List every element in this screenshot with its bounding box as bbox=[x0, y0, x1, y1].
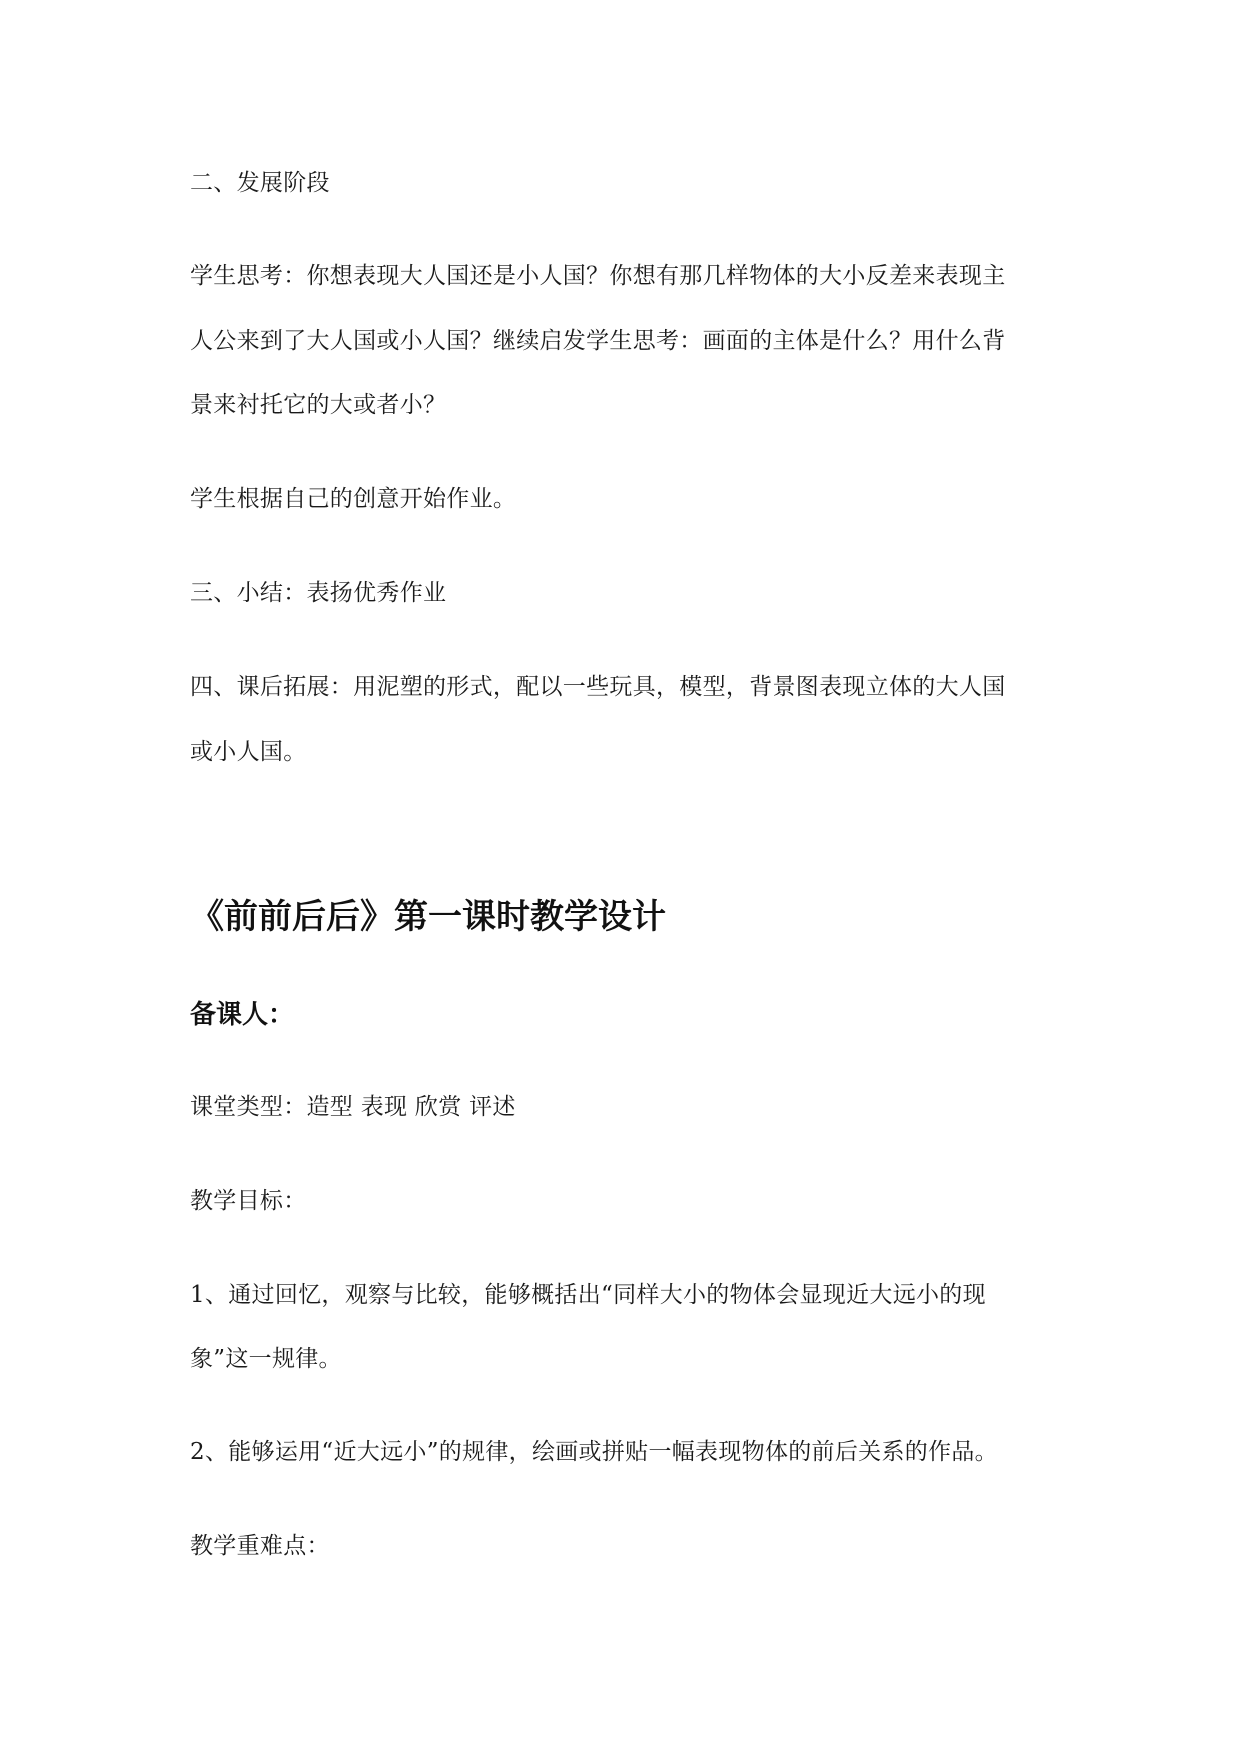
objectives-label: 教学目标： bbox=[190, 1188, 307, 1214]
paragraph-line: 四、课后拓展：用泥塑的形式，配以一些玩具，模型，背景图表现立体的大人国 bbox=[190, 674, 1006, 700]
key-points-label: 教学重难点： bbox=[190, 1533, 330, 1559]
class-type: 课堂类型：造型 表现 欣赏 评述 bbox=[190, 1094, 516, 1120]
lesson-title: 《前前后后》第一课时教学设计 bbox=[190, 897, 666, 937]
objective-2: 2、能够运用“近大远小”的规律，绘画或拼贴一幅表现物体的前后关系的作品。 bbox=[190, 1439, 998, 1465]
section-heading-summary: 三、小结：表扬优秀作业 bbox=[190, 580, 447, 606]
paragraph-line: 学生思考：你想表现大人国还是小人国？你想有那几样物体的大小反差来表现主 bbox=[190, 263, 1006, 289]
paragraph-line: 人公来到了大人国或小人国？继续启发学生思考：画面的主体是什么？用什么背 bbox=[190, 328, 1006, 354]
objective-1-line: 象”这一规律。 bbox=[190, 1346, 342, 1372]
preparer-label: 备课人： bbox=[190, 1000, 295, 1030]
paragraph-activity: 学生根据自己的创意开始作业。 bbox=[190, 486, 517, 512]
paragraph-line: 景来衬托它的大或者小？ bbox=[190, 392, 447, 418]
paragraph-line: 或小人国。 bbox=[190, 739, 307, 765]
section-heading-development: 二、发展阶段 bbox=[190, 170, 330, 196]
objective-1-line: 1、通过回忆，观察与比较，能够概括出“同样大小的物体会显现近大远小的现 bbox=[190, 1282, 986, 1308]
